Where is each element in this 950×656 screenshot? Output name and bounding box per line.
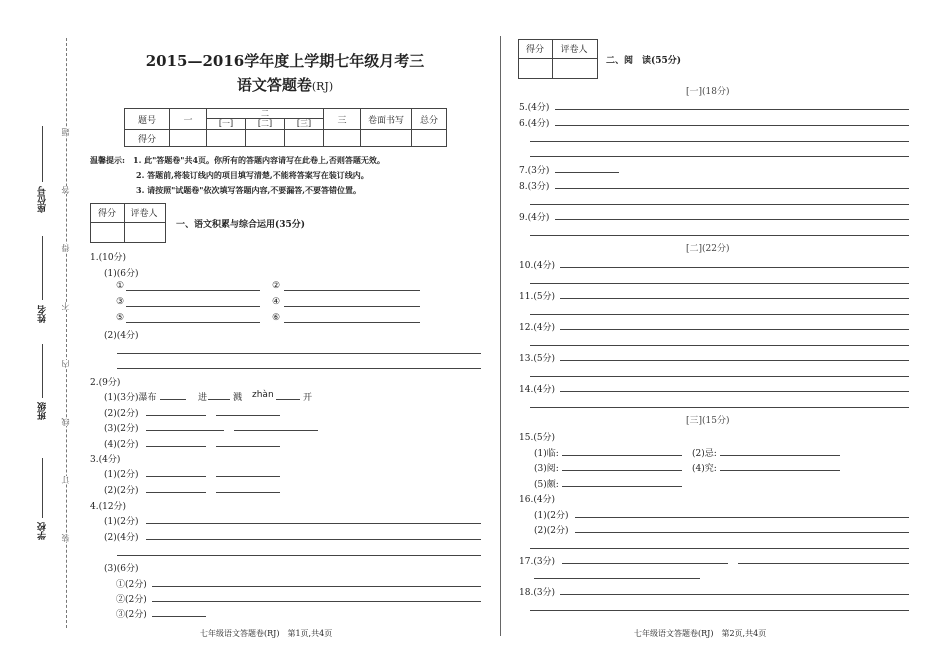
answer-line[interactable]	[562, 563, 728, 564]
question-label: 5.(4分)	[519, 103, 550, 113]
answer-line[interactable]	[530, 283, 909, 284]
subquestion-label: (3)(2分)	[104, 424, 139, 434]
score-header: 二	[207, 109, 323, 119]
answer-line[interactable]	[146, 446, 206, 447]
answer-line[interactable]	[562, 470, 682, 471]
answer-line[interactable]	[560, 267, 909, 268]
answer-line[interactable]	[146, 492, 206, 493]
answer-line[interactable]	[146, 523, 481, 524]
subquestion-label: (1)(2分)	[104, 470, 139, 480]
part-heading: [二](22分)	[686, 244, 730, 254]
page-divider	[500, 36, 501, 636]
answer-line[interactable]	[530, 156, 909, 157]
answer-line[interactable]	[575, 517, 909, 518]
subquestion-label: (2)(4分)	[104, 533, 139, 543]
margin-char: 答	[61, 186, 70, 194]
score-header-group	[207, 109, 324, 130]
score-row-label: 得分	[125, 130, 170, 147]
margin-char: 不	[61, 302, 70, 310]
score-cell[interactable]	[170, 130, 207, 147]
margin-char: 内	[61, 360, 70, 368]
score-cell[interactable]	[324, 130, 361, 147]
margin-char: 题	[61, 128, 70, 136]
question-label: 18.(3分)	[519, 588, 556, 598]
question-label: 8.(3分)	[519, 182, 550, 192]
question-label: 9.(4分)	[519, 213, 550, 223]
score-cell[interactable]	[207, 130, 246, 147]
answer-line[interactable]	[530, 610, 909, 611]
class-line	[42, 344, 43, 398]
subtitle-text: 语文答题卷	[236, 76, 312, 94]
score-subheader: [二]	[246, 119, 285, 129]
question-label: 16.(4分)	[519, 495, 556, 505]
score-header: 一	[170, 109, 207, 130]
answer-line[interactable]	[284, 306, 420, 307]
answer-line[interactable]	[530, 407, 909, 408]
answer-line[interactable]	[234, 430, 318, 431]
blank-marker: ⑥	[272, 313, 281, 323]
score-subheader: [三]	[296, 119, 312, 128]
answer-line[interactable]	[126, 322, 260, 323]
question-label: 6.(4分)	[519, 119, 550, 129]
question-label: 11.(5分)	[519, 292, 556, 302]
notice-item: 3. 请按照"试题卷"依次填写答题内容,不要漏答,不要答错位置。	[136, 185, 362, 195]
subquestion-label: (2)(2分)	[534, 526, 569, 536]
subquestion-label: (1)(2分)	[104, 517, 139, 527]
answer-line[interactable]	[530, 204, 909, 205]
answer-line[interactable]	[117, 368, 481, 369]
seat-label: 座位号	[38, 186, 48, 213]
subquestion-label: (1)(2分)	[534, 511, 569, 521]
notice-title: 温馨提示:	[90, 155, 125, 165]
score-cell[interactable]	[246, 130, 285, 147]
score-subheader: [一]	[207, 119, 246, 129]
question-label: 7.(3分)	[519, 166, 550, 176]
subquestion-label: (2)(2分)	[104, 409, 139, 419]
score-header: 题号	[125, 109, 170, 130]
grader-score-label: 得分	[97, 209, 116, 219]
subquestion-label: ②(2分)	[116, 595, 147, 605]
score-header: 三	[324, 109, 361, 130]
answer-line[interactable]	[720, 470, 840, 471]
subquestion-label: ①(2分)	[116, 580, 147, 590]
answer-line[interactable]	[284, 322, 420, 323]
answer-line[interactable]	[560, 360, 909, 361]
score-header: 总分	[412, 109, 447, 130]
page-title: 2015—2016学年度上学期七年级月考三	[145, 52, 425, 70]
answer-line[interactable]	[284, 290, 420, 291]
subquestion-label: (2)(2分)	[104, 486, 139, 496]
question-label: 13.(5分)	[519, 354, 556, 364]
answer-line[interactable]	[562, 486, 682, 487]
school-line	[42, 458, 43, 518]
answer-line[interactable]	[530, 235, 909, 236]
answer-line[interactable]	[208, 399, 230, 400]
answer-line[interactable]	[117, 353, 481, 354]
answer-line[interactable]	[276, 399, 300, 400]
name-label: 姓名	[38, 305, 48, 323]
answer-line[interactable]	[126, 290, 260, 291]
answer-line[interactable]	[160, 399, 186, 400]
answer-line[interactable]	[126, 306, 260, 307]
answer-line[interactable]	[530, 141, 909, 142]
grader-score-label: 得分	[525, 45, 544, 55]
subquestion-label: (5)颇:	[534, 480, 559, 490]
question-label: 17.(3分)	[519, 557, 556, 567]
question-label: 14.(4分)	[519, 385, 556, 395]
answer-line[interactable]	[152, 586, 481, 587]
subquestion-label: (2)(4分)	[104, 331, 139, 341]
subquestion-label: (3)阅:	[534, 464, 559, 474]
score-cell[interactable]	[361, 130, 412, 147]
notice-item: 2. 答题前,将装订线内的项目填写清楚,不能将答案写在装订线内。	[136, 170, 369, 180]
answer-line[interactable]	[216, 476, 280, 477]
blank-marker: ④	[272, 297, 281, 307]
subquestion-label: (2)忌:	[692, 449, 717, 459]
question-label: 4.(12分)	[90, 502, 127, 512]
answer-line[interactable]	[152, 601, 481, 602]
score-cell[interactable]	[285, 130, 324, 147]
margin-char: 线	[61, 418, 70, 426]
question-label: 3.(4分)	[90, 455, 121, 465]
section-heading: 二、阅 读(55分)	[606, 56, 682, 66]
answer-line[interactable]	[216, 446, 280, 447]
answer-line[interactable]	[555, 219, 909, 220]
notice-item: 1. 此"答题卷"共4页。你所有的答题内容请写在此卷上,否则答题无效。	[133, 155, 385, 165]
score-table	[124, 108, 447, 147]
pinyin-word: zhàn	[252, 390, 274, 400]
subquestion-label: (1)临:	[534, 449, 559, 459]
answer-line[interactable]	[216, 415, 280, 416]
question-label: 10.(4分)	[519, 261, 556, 271]
answer-line[interactable]	[560, 594, 909, 595]
answer-line[interactable]	[530, 314, 909, 315]
subquestion-label: (4)究:	[692, 464, 717, 474]
subquestion-label: (3)(6分)	[104, 564, 139, 574]
class-label: 班级	[38, 402, 48, 420]
question-label: 2.(9分)	[90, 378, 121, 388]
answer-line[interactable]	[720, 455, 840, 456]
answer-line[interactable]	[530, 548, 909, 549]
seat-line	[42, 126, 43, 182]
answer-line[interactable]	[534, 578, 700, 579]
answer-line[interactable]	[560, 329, 909, 330]
answer-line[interactable]	[555, 188, 909, 189]
name-line	[42, 236, 43, 300]
page-footer: 七年级语文答题卷(RJ) 第1页,共4页	[200, 629, 333, 638]
question-label: 1.(10分)	[90, 253, 127, 263]
answer-line[interactable]	[117, 555, 481, 556]
score-header: 卷面书写	[361, 109, 412, 130]
subquestion-label: (1)(6分)	[104, 269, 139, 279]
page-footer: 七年级语文答题卷(RJ) 第2页,共4页	[634, 629, 767, 638]
subquestion-label: (1)(3分)瀑布	[104, 393, 157, 403]
answer-line[interactable]	[562, 455, 682, 456]
answer-line[interactable]	[146, 430, 224, 431]
pinyin-word: 开	[303, 393, 313, 403]
grader-name-label: 评卷人	[130, 209, 158, 219]
grader-name-label: 评卷人	[560, 45, 588, 55]
subtitle-tag: (RJ)	[311, 80, 334, 93]
part-heading: [三](15分)	[686, 416, 730, 426]
score-cell[interactable]	[412, 130, 447, 147]
answer-line[interactable]	[560, 298, 909, 299]
blank-marker: ②	[272, 281, 281, 291]
question-label: 12.(4分)	[519, 323, 556, 333]
part-heading: [一](18分)	[686, 87, 730, 97]
answer-line[interactable]	[575, 532, 909, 533]
subquestion-label: ③(2分)	[116, 610, 147, 620]
pinyin-word: 溅	[233, 393, 243, 403]
blank-marker: ③	[116, 297, 125, 307]
blank-marker: ⑤	[116, 313, 125, 323]
page-subtitle	[135, 74, 435, 95]
answer-line[interactable]	[146, 539, 481, 540]
answer-line[interactable]	[146, 476, 206, 477]
answer-line[interactable]	[560, 391, 909, 392]
school-label: 学校	[38, 522, 48, 540]
answer-line[interactable]	[530, 345, 909, 346]
blank-marker: ①	[116, 281, 125, 291]
answer-line[interactable]	[152, 616, 206, 617]
margin-char: 得	[61, 244, 70, 252]
answer-line[interactable]	[738, 563, 909, 564]
answer-line[interactable]	[555, 172, 619, 173]
margin-char: 订	[61, 476, 70, 484]
answer-line[interactable]	[555, 109, 909, 110]
answer-line[interactable]	[555, 125, 909, 126]
answer-line[interactable]	[530, 376, 909, 377]
pinyin-word: 进	[198, 393, 208, 403]
answer-line[interactable]	[216, 492, 280, 493]
question-label: 15.(5分)	[519, 433, 556, 443]
section-heading: 一、语文积累与综合运用(35分)	[176, 220, 306, 230]
subquestion-label: (4)(2分)	[104, 440, 139, 450]
answer-line[interactable]	[146, 415, 206, 416]
margin-char: 装	[61, 534, 70, 542]
